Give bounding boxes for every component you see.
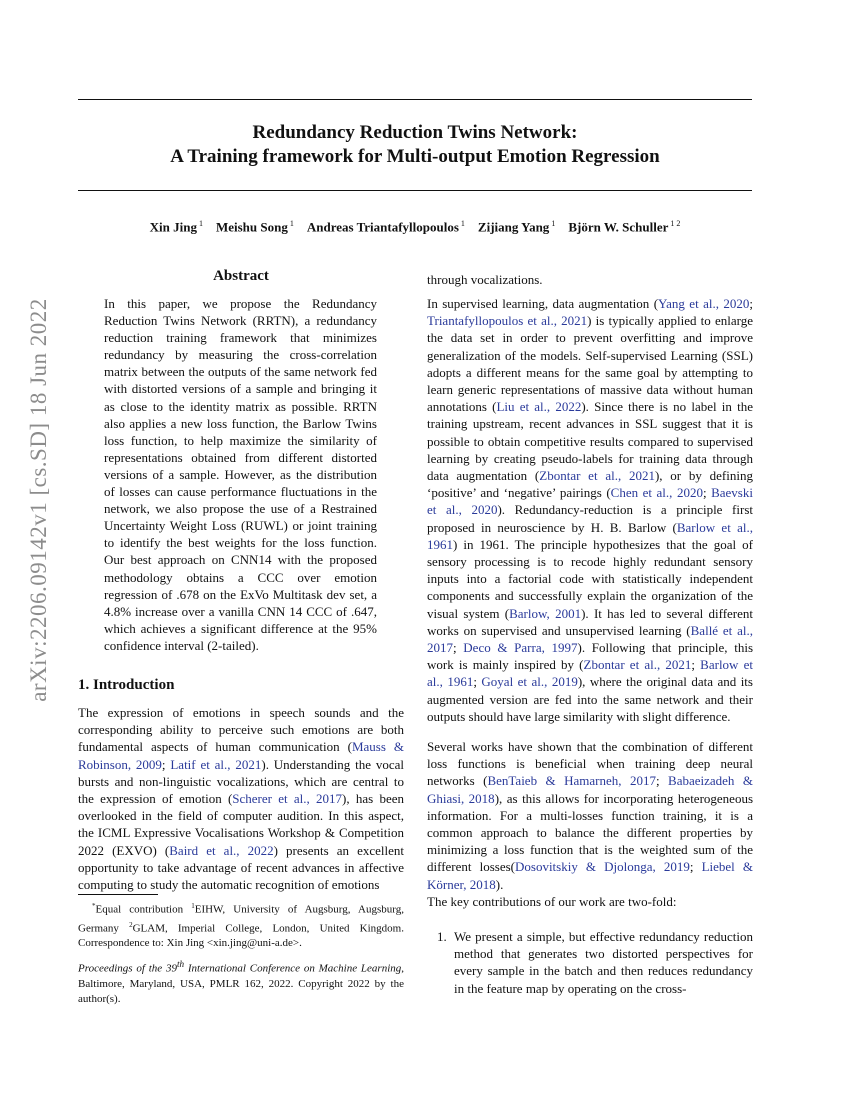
proceedings-venue-2: International Conference on Machine Learning (184, 962, 402, 975)
paragraph-text: ). Following that principle, this work is mainly inspired by ( (427, 640, 754, 673)
citation-link[interactable]: Dosovitskiy & Djolonga, 2019 (515, 859, 690, 875)
citation-link[interactable]: Zbontar et al., 2021 (583, 657, 692, 673)
footnote: *Equal contribution $^1$EIHW, University of Augsburg, Augsburg, Germany $^2$GLAM, Imperial College, London, United Kingdom. Correspondence to: Xin Jing <xin.jing@uni-a.de>. (78, 902, 404, 950)
title-line-2: A Training framework for Multi-output Emotion Regression (170, 146, 660, 167)
arxiv-stamp-text: arXiv:2206.09142v1 [cs.SD] 18 Jun 2022 (26, 298, 51, 702)
citation-link[interactable]: Babaeizadeh & Ghiasi, 2018 (427, 773, 753, 806)
citation-link[interactable]: Liu et al., 2022 (496, 399, 582, 415)
proceedings-rest: , Baltimore, Maryland, USA, PMLR 162, 2022. Copyright 2022 by the author(s). (78, 962, 404, 1005)
author-name: Meishu Song (215, 219, 288, 235)
author-affiliation-mark: 1 (458, 219, 465, 228)
right-paragraph-1 (427, 295, 753, 725)
citation-link[interactable]: Triantafyllopoulos et al., 2021 (427, 313, 588, 329)
author-name: Björn W. Schuller (568, 219, 669, 235)
title-bottom-rule (78, 190, 752, 191)
proceedings-sup: th (176, 959, 185, 969)
paragraph-text: ). Since there is no label in the training upstream, recent advances in SSL suggest that it is possible to obtain competitive results compared to supervised learning by creating pseudo-labels for training data through data augmentation ( (427, 399, 753, 484)
paragraph-text: In supervised learning, data augmentation ( (427, 296, 659, 311)
abstract-text: In this paper, we propose the Redundancy Reduction Twins Network (RRTN), a redundancy reduction training framework that minimizes redundancy by measuring the cross-correlation matrix between the outputs of the same network fed with distorted versions of a sample and bringing it as close to the identity matrix as possible. RRTN also applies a new loss function, the Barlow Twins loss function, to help maximize the similarity of representations obtained from different distorted versions of a sample. However, as the distribution of losses can cause performance fluctuations in the network, we also propose the use of a Restrained Uncertainty Weight Loss (RUWL) or joint training to identify the best weights for the loss function. Our best approach on CNN14 with the proposed methodology obtains a CCC over emotion regression of .678 on the ExVo Multitask dev set, a 4.8% increase over a vanilla CNN 14 CCC of .647, which achieves a significant difference at the 95% confidence interval (2-tailed). (104, 296, 377, 653)
right-paragraph-3: The key contributions of our work are two-fold: (427, 894, 677, 909)
citation-link[interactable]: BenTaieb & Hamarneh, 2017 (487, 773, 656, 789)
citation-link[interactable]: Mauss & Robinson, 2009 (78, 739, 404, 772)
citation-link[interactable]: Baird et al., 2022 (169, 842, 274, 858)
author-name: Zijiang Yang (477, 219, 550, 235)
paragraph-text: ; (689, 859, 702, 875)
abstract-heading: Abstract (213, 268, 269, 284)
citation-link[interactable]: Barlow, 2001 (509, 605, 582, 621)
right-paragraph-2 (427, 738, 753, 893)
paragraph-text: The expression of emotions in speech sounds and the corresponding ability to perceive such emotions are both fundamental aspects of human communication ( (78, 705, 404, 755)
paragraph-text: ; (473, 674, 482, 690)
proceedings-note (78, 957, 404, 1007)
citation-link[interactable]: Scherer et al., 2017 (232, 791, 343, 807)
title-line-1: Redundancy Reduction Twins Network: (252, 122, 578, 143)
footnote-affiliation-1: EIHW, University of Augsburg, Augsburg, Germany (78, 903, 404, 935)
footnote-rule (78, 894, 158, 895)
citation-link[interactable]: Liebel & Körner, 2018 (427, 859, 753, 892)
section-heading-introduction: 1. Introduction (78, 677, 175, 693)
paragraph-text: ). Understanding the vocal bursts and non-linguistic vocalizations, which are central to the expression of emotion ( (78, 756, 404, 807)
contributions-list (427, 928, 753, 997)
author-affiliation-mark: 1 (549, 219, 556, 228)
paragraph-text: ), where the original data and its augmented version are fed into the same network and their outputs should have large similarity with slight difference. (427, 674, 753, 724)
author-affiliation-mark: 1 (196, 219, 203, 228)
author-name: Andreas Triantafyllopoulos (306, 219, 459, 235)
paragraph-text: ; (453, 640, 464, 656)
citation-link[interactable]: Chen et al., 2020 (610, 485, 703, 501)
paragraph-text: ), or by defining ‘positive’ and ‘negative’ pairings ( (427, 468, 753, 501)
footnote-equal-contribution: Equal contribution (95, 903, 192, 916)
paper-title (78, 121, 752, 169)
paragraph-text: ) in 1961. The principle hypothesizes that the goal of sensory processing is to recode highly redundant sensory inputs into a factorial code with statistically independent components and successfully explain the organization of the visual system ( (427, 536, 753, 621)
citation-link[interactable]: Latif et al., 2021 (170, 756, 262, 772)
paragraph-text: ), has been overlooked in the field of computer audition. In this aspect, the ICML Expressive Vocalisations Workshop & Competition 2022 (EXVO) ( (78, 791, 404, 858)
intro-paragraph (78, 704, 404, 893)
right-paragraph-0: through vocalizations. (427, 272, 543, 287)
citation-link[interactable]: Baevski et al., 2020 (427, 485, 753, 518)
author-name: Xin Jing (149, 219, 197, 235)
right-column-p1 (427, 295, 753, 725)
paragraph-text: ; (691, 657, 701, 673)
abstract-body (104, 295, 377, 654)
author-affiliation-mark: 1 (287, 219, 294, 228)
contribution-item (427, 928, 753, 997)
title-top-rule (78, 99, 752, 100)
paragraph-text: ). Redundancy-reduction is a principle first proposed in neuroscience by H. B. Barlow ( (427, 502, 753, 535)
citation-link[interactable]: Barlow et al., 1961 (427, 657, 753, 690)
arxiv-stamp (14, 300, 64, 700)
right-column-p3 (427, 893, 753, 910)
paragraph-text: ). (495, 876, 504, 892)
paragraph-text: ) is typically applied to enlarge the data set in order to prevent overfitting and improve generalization of the models. Self-supervised Learning (SSL) adopts a different means for the same goal by attempting to learn generic representations of massive data without human annotations ( (427, 313, 753, 415)
paragraph-text: ) presents an excellent opportunity to take advantage of recent advances in affective computing to study the automatic recognition of emotions (78, 842, 404, 893)
footnote-affiliation-2: GLAM, Imperial College, London, United Kingdom. Correspondence to: Xin Jing <xin.jing@uni-a.de>. (78, 922, 404, 950)
paragraph-text: ; (702, 485, 712, 501)
citation-link[interactable]: Goyal et al., 2019 (481, 674, 578, 690)
right-column-start (427, 271, 753, 288)
intro-paragraph-1 (78, 704, 404, 893)
paragraph-text: ; (161, 756, 171, 772)
paragraph-text: ). It has led to several different works on supervised and unsupervised learning ( (427, 605, 754, 638)
citation-link[interactable]: Deco & Parra, 1997 (463, 640, 578, 656)
paragraph-text: Several works have shown that the combination of different loss functions is beneficial when training deep neural networks ( (427, 739, 753, 789)
right-column-p2 (427, 738, 753, 893)
paragraph-text: ; (749, 296, 753, 311)
paragraph-text: ), as this allows for incorporating heterogeneous information. For a multi-losses function training, it is a common approach to balance the different properties by minimizing a loss function that is the weighted sum of the different losses( (427, 790, 753, 875)
contribution-number: 1. (437, 929, 447, 944)
paragraph-text: ; (655, 773, 669, 789)
author-affiliation-mark: 1 2 (668, 219, 681, 228)
proceedings-venue: Proceedings of the 39 (78, 962, 177, 975)
contribution-text: We present a simple, but effective redundancy reduction method that generates two distorted perspectives for every sample in the batch and then reduces redundancy in the feature map by operating on the cross- (454, 929, 753, 996)
citation-link[interactable]: Yang et al., 2020 (658, 296, 750, 311)
citation-link[interactable]: Ballé et al., 2017 (427, 622, 753, 656)
author-list (78, 219, 752, 235)
citation-link[interactable]: Barlow et al., 1961 (427, 519, 753, 552)
citation-link[interactable]: Zbontar et al., 2021 (539, 468, 655, 484)
